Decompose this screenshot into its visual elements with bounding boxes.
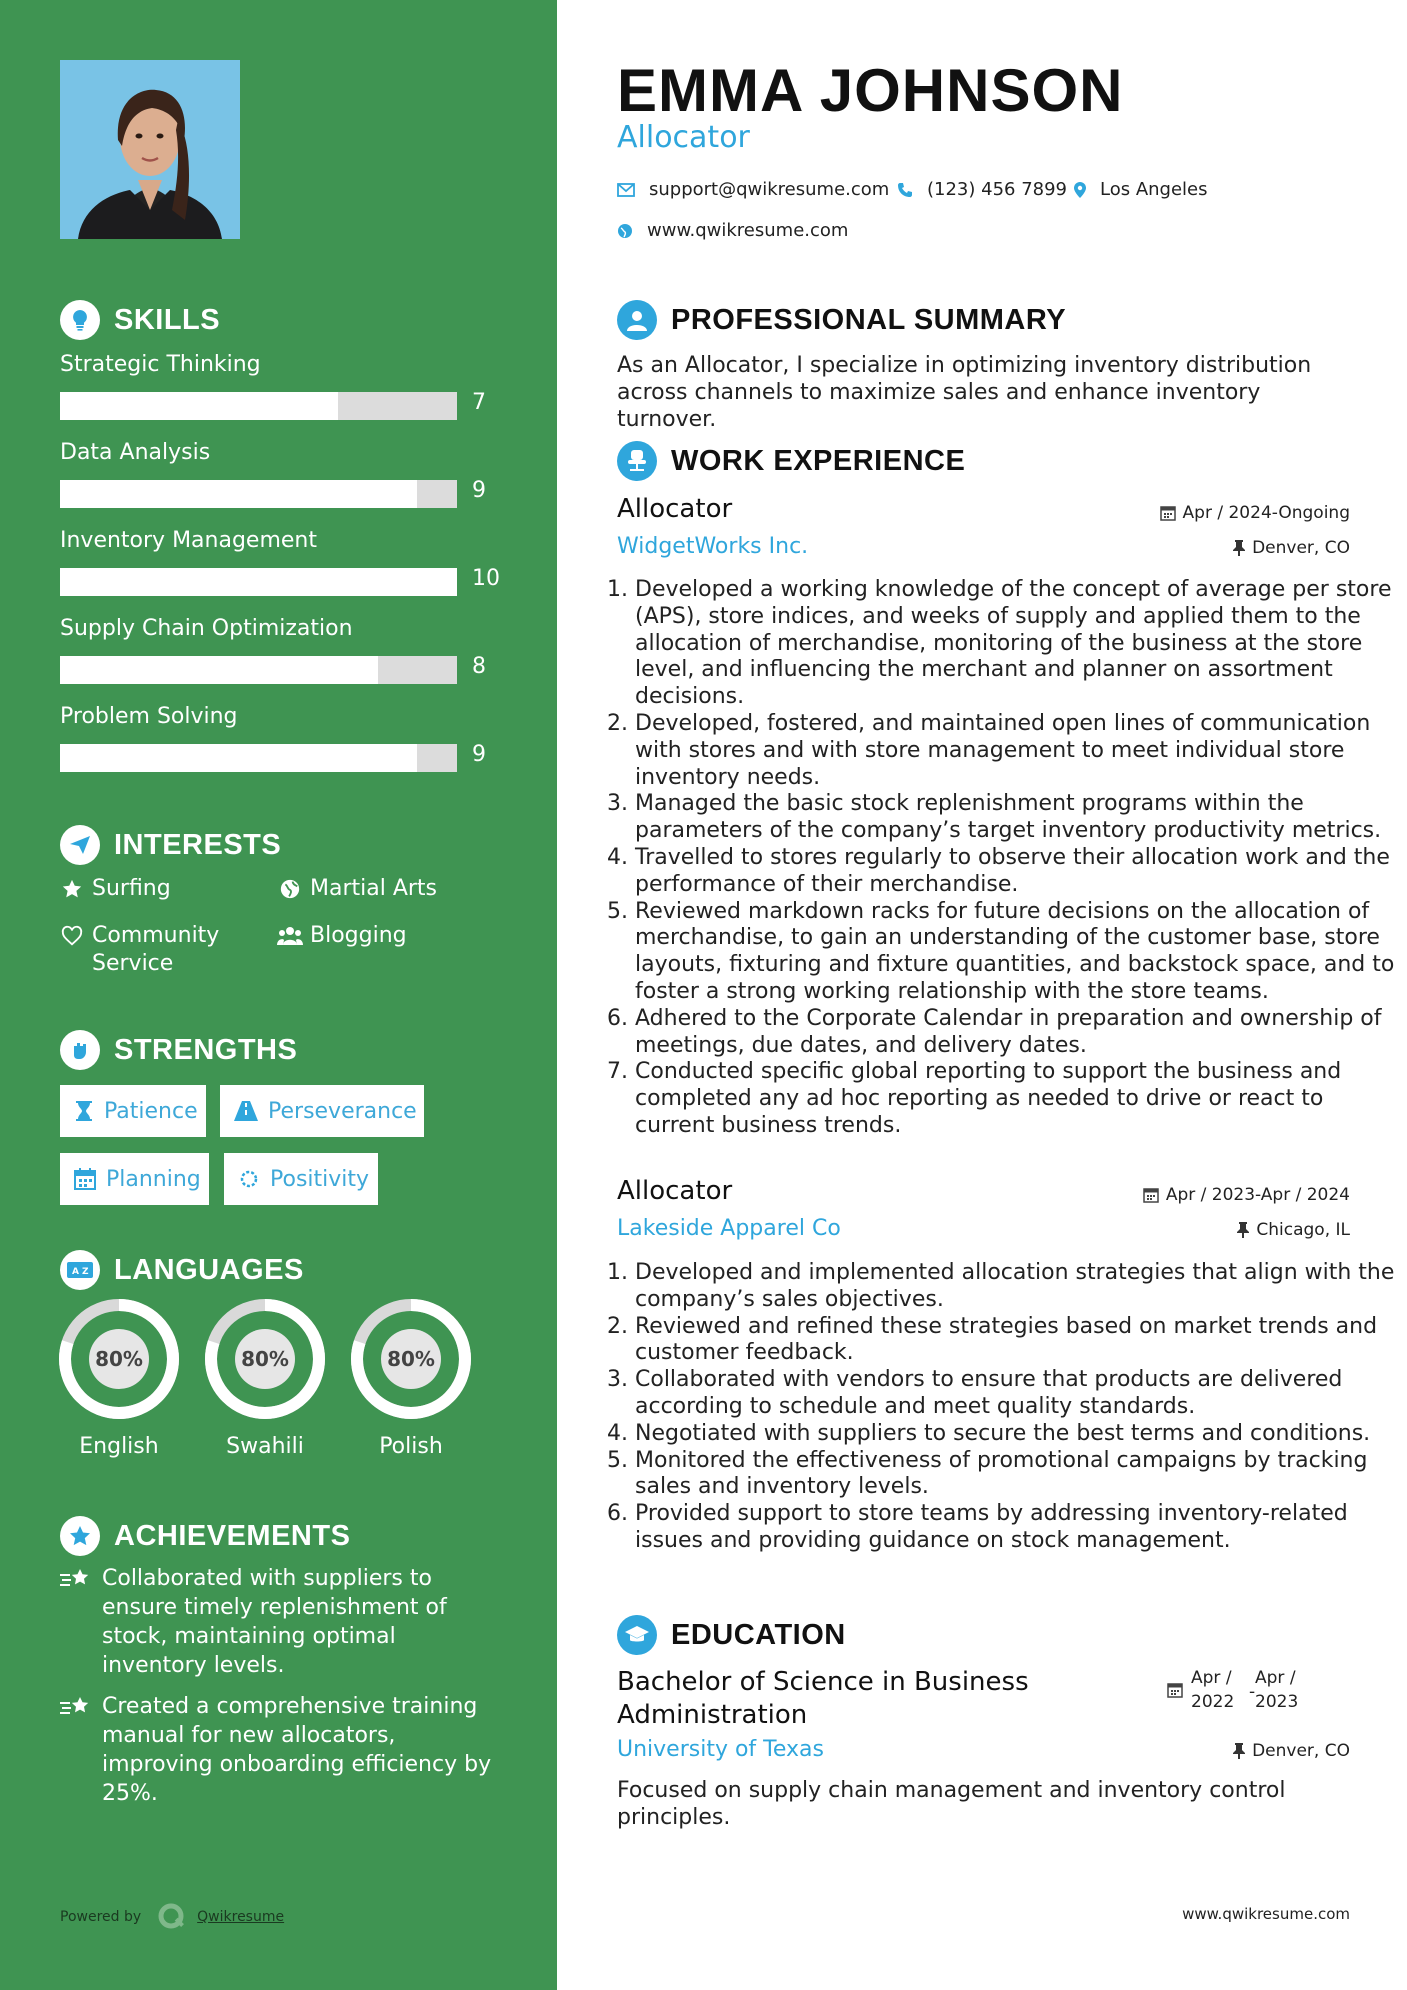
language-name: Polish (379, 1434, 443, 1459)
website-text: www.qwikresume.com (647, 220, 849, 241)
skills-title: SKILLS (114, 303, 221, 336)
heart-icon (58, 922, 86, 950)
job-duties (607, 1260, 1395, 1555)
phone-text: (123) 456 7899 (927, 179, 1068, 200)
interest-item-martial-arts (276, 875, 437, 903)
language-percent: 80% (95, 1347, 143, 1371)
office-chair-icon (617, 441, 657, 481)
users-icon (276, 922, 304, 950)
skill-name: Inventory Management (60, 528, 317, 553)
skill-name: Supply Chain Optimization (60, 616, 353, 641)
skill-value: 7 (472, 390, 486, 415)
job-duties (607, 577, 1395, 1140)
job-title: Allocator (617, 494, 733, 524)
pushpin-icon (1233, 1743, 1245, 1759)
language-ring (350, 1298, 472, 1424)
skill-bar (60, 568, 457, 596)
pushpin-icon (1237, 1222, 1249, 1238)
degree-line: Bachelor of Science in Business (617, 1667, 1029, 1697)
duty-item: 2. Reviewed and refined these strategies based on market trends and customer feedback. (635, 1314, 1395, 1368)
strength-patience (60, 1085, 206, 1137)
calendar-icon (1143, 1187, 1159, 1203)
skill-value: 8 (472, 654, 486, 679)
shooting-star-icon (60, 1564, 94, 1680)
achievement-text: Collaborated with suppliers to ensure timely replenishment of stock, maintaining optimal inventory levels. (102, 1566, 447, 1678)
duty-item: 4. Negotiated with suppliers to secure the best terms and conditions. (635, 1421, 1395, 1448)
skill-bar (60, 656, 457, 684)
degree-title (617, 1666, 1029, 1732)
strength-label: Positivity (270, 1166, 370, 1192)
svg-text:Z: Z (82, 1267, 89, 1277)
degree-line: Administration (617, 1700, 808, 1730)
strength-positivity (224, 1153, 378, 1205)
education-start (1191, 1666, 1249, 1714)
interests-heading (60, 825, 281, 865)
duty-item: 5. Reviewed markdown racks for future decisions on the allocation of merchandise, to gain an understanding of the customer base, store layouts, fixturing and fixture quantities, and backstock space, and to foster a strong working relationship with the store teams. (635, 899, 1395, 1006)
trophy-star-icon (60, 1516, 100, 1556)
language-ring (58, 1298, 180, 1424)
contact-location (1074, 179, 1208, 200)
skill-value: 10 (472, 566, 500, 591)
paper-plane-icon (60, 825, 100, 865)
experience-heading (617, 441, 965, 481)
globe-icon (276, 875, 304, 903)
company-name: WidgetWorks Inc. (617, 534, 809, 559)
road-icon (234, 1101, 258, 1121)
education-start-line: 2022 (1191, 1692, 1235, 1712)
candidate-role: Allocator (617, 120, 750, 155)
language-icon (60, 1250, 100, 1290)
interest-label: Surfing (92, 876, 171, 901)
education-end (1255, 1666, 1298, 1714)
graduation-cap-icon (617, 1615, 657, 1655)
language-percent: 80% (241, 1347, 289, 1371)
duty-item: 6. Provided support to store teams by addressing inventory-related issues and providing guidance on stock management. (635, 1501, 1395, 1555)
qwikresume-link[interactable]: Qwikresume (197, 1909, 285, 1925)
achievements-heading (60, 1516, 350, 1556)
sidebar (0, 0, 557, 1990)
interest-item-blogging (276, 922, 407, 950)
pushpin-icon (1233, 540, 1245, 556)
company-name: Lakeside Apparel Co (617, 1216, 841, 1241)
duty-item: 7. Conducted specific global reporting to support the business and completed any ad hoc reporting as needed to drive or react to current business trends. (635, 1059, 1395, 1139)
skill-value: 9 (472, 742, 486, 767)
languages-title: LANGUAGES (114, 1253, 304, 1286)
calendar-icon (74, 1168, 96, 1190)
strengths-heading (60, 1030, 297, 1070)
phone-icon (897, 182, 913, 198)
achievement-text: Created a comprehensive training manual for new allocators, improving onboarding efficiency by 25%. (102, 1694, 492, 1806)
skills-heading (60, 300, 220, 340)
envelope-icon (617, 183, 635, 197)
strength-label: Planning (106, 1166, 201, 1192)
achievement-item (60, 1564, 500, 1680)
job-title: Allocator (617, 1176, 733, 1206)
achievements-title: ACHIEVEMENTS (114, 1519, 351, 1552)
education-start-line: Apr / (1191, 1668, 1232, 1688)
duty-item: 3. Collaborated with vendors to ensure that products are delivered according to schedule and meet quality standards. (635, 1367, 1395, 1421)
contact-phone[interactable] (897, 179, 1067, 200)
job-location-text: Chicago, IL (1256, 1220, 1350, 1240)
powered-by-label: Powered by (60, 1909, 142, 1925)
languages-heading (60, 1250, 304, 1290)
interest-item-community-service (58, 922, 258, 978)
duty-item: 5. Monitored the effectiveness of promotional campaigns by tracking sales and inventory levels. (635, 1448, 1395, 1502)
skill-name: Strategic Thinking (60, 352, 261, 377)
duty-item: 6. Adhered to the Corporate Calendar in preparation and ownership of meetings, due dates, and delivery dates. (635, 1006, 1395, 1060)
qwikresume-logo-icon (157, 1902, 187, 1932)
calendar-icon (1167, 1681, 1183, 1714)
language-name: English (79, 1434, 159, 1459)
skill-bar-fill (60, 656, 378, 684)
experience-title: WORK EXPERIENCE (671, 444, 966, 477)
main-content (557, 0, 1407, 1990)
skill-value: 9 (472, 478, 486, 503)
job-dates (1143, 1185, 1350, 1205)
strength-perseverance (220, 1085, 424, 1137)
education-heading (617, 1615, 846, 1655)
skill-bar-fill (60, 392, 338, 420)
job-location-text: Denver, CO (1252, 538, 1350, 558)
profile-photo (60, 60, 240, 239)
sun-icon (238, 1168, 260, 1190)
summary-title: PROFESSIONAL SUMMARY (671, 303, 1067, 336)
lightbulb-icon (60, 300, 100, 340)
skill-bar (60, 480, 457, 508)
strength-label: Perseverance (268, 1098, 417, 1124)
powered-by (60, 1902, 284, 1932)
skill-name: Problem Solving (60, 704, 238, 729)
fist-icon (60, 1030, 100, 1070)
strength-label: Patience (104, 1098, 198, 1124)
interest-label: Community Service (92, 923, 220, 976)
education-description: Focused on supply chain management and inventory control principles. (617, 1778, 1286, 1830)
education-end-line: 2023 (1255, 1692, 1299, 1712)
achievement-item (60, 1692, 500, 1808)
education-end-line: Apr / (1255, 1668, 1296, 1688)
contact-website[interactable] (617, 220, 848, 241)
language-percent: 80% (387, 1347, 435, 1371)
email-text: support@qwikresume.com (649, 179, 890, 200)
duty-item: 1. Developed and implemented allocation strategies that align with the company’s sales objectives. (635, 1260, 1395, 1314)
skill-bar (60, 744, 457, 772)
candidate-name: EMMA JOHNSON (617, 57, 1124, 124)
calendar-icon (1160, 505, 1176, 521)
job-location (1233, 538, 1350, 558)
job-dates (1160, 503, 1350, 523)
user-icon (617, 300, 657, 340)
education-title: EDUCATION (671, 1618, 846, 1651)
duty-item: 1. Developed a working knowledge of the concept of average per store (APS), store indices, and weeks of supply and applied them to the allocation of merchandise, monitoring of the business at the store level, and influencing the merchant and planner on assortment decisions. (635, 577, 1395, 711)
skill-bar-fill (60, 568, 457, 596)
language-ring (204, 1298, 326, 1424)
education-dates (1167, 1666, 1298, 1714)
skill-bar-fill (60, 744, 417, 772)
summary-text: As an Allocator, I specialize in optimizing inventory distribution across channels to maximize sales and enhance inventory turnover. (617, 353, 1312, 432)
job-location (1237, 1220, 1350, 1240)
skill-name: Data Analysis (60, 440, 211, 465)
school-name: University of Texas (617, 1737, 824, 1762)
summary-heading (617, 300, 1066, 340)
contact-email[interactable] (617, 179, 889, 200)
footer-website[interactable]: www.qwikresume.com (1182, 1905, 1350, 1923)
interest-label: Martial Arts (310, 876, 438, 901)
location-text: Los Angeles (1100, 179, 1208, 200)
map-pin-icon (1074, 182, 1086, 198)
interests-title: INTERESTS (114, 828, 282, 861)
skill-bar-fill (60, 480, 417, 508)
duty-item: 4. Travelled to stores regularly to observe their allocation work and the performance of their merchandise. (635, 845, 1395, 899)
skill-bar (60, 392, 457, 420)
globe-icon (617, 223, 633, 239)
hourglass-icon (74, 1100, 94, 1122)
svg-text:A: A (72, 1267, 79, 1277)
duty-item: 2. Developed, fostered, and maintained open lines of communication with stores and with store management to meet individual store inventory needs. (635, 711, 1395, 791)
school-location (1233, 1741, 1350, 1761)
shooting-star-icon (60, 1692, 94, 1808)
school-location-text: Denver, CO (1252, 1741, 1350, 1761)
duty-item: 3. Managed the basic stock replenishment programs within the parameters of the company’s target inventory productivity metrics. (635, 791, 1395, 845)
interest-label: Blogging (310, 923, 407, 948)
job-dates-text: Apr / 2024-Ongoing (1182, 503, 1350, 523)
language-name: Swahili (226, 1434, 304, 1459)
star-icon (58, 875, 86, 903)
strength-planning (60, 1153, 209, 1205)
job-dates-text: Apr / 2023-Apr / 2024 (1165, 1185, 1350, 1205)
education-date-separator: - (1249, 1682, 1256, 1702)
interest-item-surfing (58, 875, 171, 903)
strengths-title: STRENGTHS (114, 1033, 298, 1066)
